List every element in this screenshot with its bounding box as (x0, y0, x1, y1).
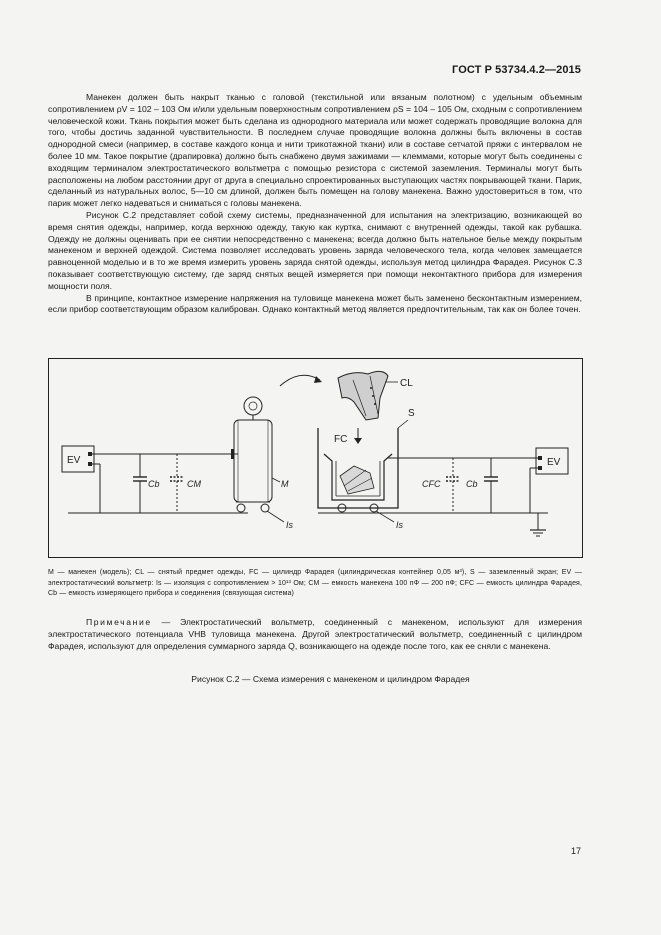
is-left-label: Is (286, 520, 294, 530)
note-text: — Электростатический вольтметр, соединенный с манекеном, используют для измерения электростатического потенциала VHB туловища манекена. Другой электростатический вольтметр, соединенный с цилиндром Фарадея, используют для определения суммарного заряда Q, возникающего на одежде после того, как ее сняли с манекена. (48, 617, 582, 651)
cl-label: CL (400, 378, 413, 389)
note-title: Примечание (86, 617, 152, 627)
ev-right-label: EV (547, 457, 561, 468)
cfc-label: CFC (422, 479, 441, 489)
ev-left-label: EV (67, 455, 81, 466)
body-text (48, 92, 582, 316)
cm-label: CM (187, 479, 201, 489)
ev-left-terminal-bottom (88, 462, 92, 466)
paragraph-mannequin: Манекен должен быть накрыт тканью с головой (текстильной или вязаным полотном) с удельным объемным сопротивлением ρV = 102 – 103 Ом и/или удельным поверхностным сопротивлением ρS = 104 – 105 Ом, сходным с сопротивлением человеческой кожи. Ткань покрытия может быть сделана из однородного материала или может содержать проводящие волокна для того, чтобы достичь заданной чувствительности. В последнем случае проводящие волокна должны быть включены в состав однородной смеси (например, в составе каждого конца и нити трикотажной ткани) или в составе сетчатой пряжи с интервалом не более 10 мм. Такое покрытие (драпировка) должно быть снабжено двумя зажимами — клеммами, которые могут быть соединены с входящим терминалом электростатического вольтметра с помощью резистора с системой заземления. Терминалы могут быть расположены на любом расстоянии друг от друга в специально спроектированных выступающих частях покрывающей ткани. Парик, сделанный из натуральных волос, 5—10 см длиной, должен быть помещен на голову манекена. Важно удостовериться в том, что парик может легко надеваться и сниматься с головы манекена. (48, 92, 582, 209)
ev-right-terminal-top (538, 456, 542, 460)
figure-title: Рисунок С.2 — Схема измерения с манекеном и цилиндром Фарадея (191, 674, 470, 684)
paragraph-figure-c2: Рисунок С.2 представляет собой схему системы, предназначенной для испытания на электризацию, возникающей во время снятия одежды, например, когда верхнюю одежду, такую как куртка, снимают с внутренней одежды, такой как рубашка. Одежду не должны оценивать при ее снятии непосредственно с манекена; всегда должно быть нательное белье между покрытым манекеном и верхней одеждой. Система позволяет исследовать уровень заряда человеческого тела, когда человек замещается равноценной моделью и в то же время измерить уровень заряда снятой одежды, используя метод цилиндра Фарадея. Рисунок С.3 показывает соответствующую систему, где заряд снятых вещей измеряется при помощи неконтактного прибора для измерения мощности поля. (48, 209, 582, 291)
standard-header: ГОСТ Р 53734.4.2—2015 (452, 64, 581, 76)
ev-right-terminal-bottom (538, 466, 542, 470)
ev-left-terminal-top (88, 452, 92, 456)
s-label: S (408, 408, 415, 419)
mannequin-head (244, 397, 262, 415)
fc-label: FC (334, 434, 348, 445)
removal-arrow (280, 375, 320, 386)
mannequin-body (234, 420, 272, 502)
m-label: M (281, 479, 289, 489)
page-number: 17 (570, 846, 581, 856)
is-right-label: Is (396, 520, 404, 530)
garment-cl (338, 371, 388, 420)
measurement-diagram (48, 358, 583, 558)
cb-left-label: Cb (148, 479, 160, 489)
note-block (48, 617, 582, 652)
paragraph-contact-measurement: В принципе, контактное измерение напряжения на туловище манекена может быть заменено бесконтактным измерением, если прибор соответствующим образом калиброван. Однако контактный метод является предпочтительным, так как он более точен. (48, 292, 582, 315)
cb-right-label: Cb (466, 479, 478, 489)
figure-legend: M — манекен (модель); CL — снятый предмет одежды, FC — цилиндр Фарадея (цилиндрическая контейнер 0,05 м³), S — заземленный экран; EV — электростатический вольтметр: Is — изоляция с сопротивлением > 10¹³ Ом; CM — емкость манекена 100 пФ — 200 пФ; CFC — емкость цилиндра Фарадея, Cb — емкость измеряющего прибора и соединения (связующая система) (48, 569, 582, 598)
